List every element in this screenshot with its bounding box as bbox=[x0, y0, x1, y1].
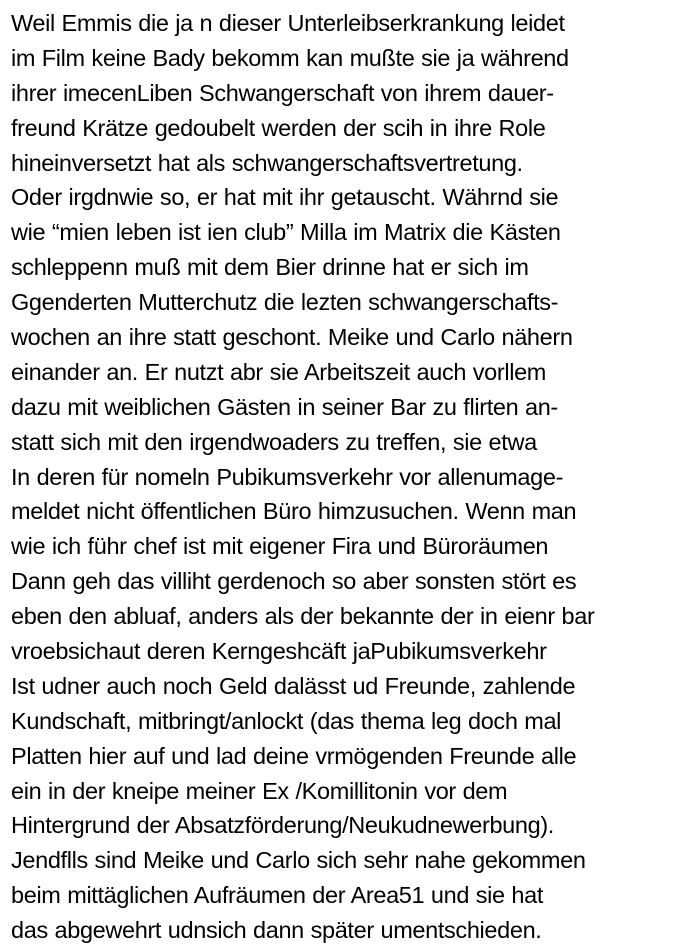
text-line: eben den abluaf, anders als der bekannte der in eienr bar bbox=[11, 603, 595, 630]
document-text bbox=[11, 6, 681, 948]
text-line: Kundschaft, mitbringt/anlockt (das thema leg doch mal bbox=[11, 707, 562, 734]
text-line: im Film keine Bady bekomm kan mußte sie ja während bbox=[11, 44, 569, 71]
text-line: Dann geh das villiht gerdenoch so aber sonsten stört es bbox=[11, 568, 577, 595]
text-line: ihrer imecenLiben Schwangerschaft von ihrem dauer- bbox=[11, 79, 554, 106]
text-line: statt sich mit den irgendwoaders zu treffen, sie etwa bbox=[11, 428, 537, 455]
text-line: wie ich führ chef ist mit eigener Fira und Büroräumen bbox=[11, 533, 549, 560]
text-line: vroebsichaut deren Kerngeshcäft jaPubikumsverkehr bbox=[11, 638, 547, 665]
text-line: das abgewehrt udnsich dann später umentschieden. bbox=[11, 917, 542, 944]
text-line: Jendflls sind Meike und Carlo sich sehr nahe gekommen bbox=[11, 847, 586, 874]
text-line: wochen an ihre statt geschont. Meike und Carlo nähern bbox=[11, 324, 573, 351]
text-line: meldet nicht öffentlichen Büro himzusuchen. Wenn man bbox=[11, 498, 577, 525]
text-line: Platten hier auf und lad deine vrmögenden Freunde alle bbox=[11, 742, 577, 769]
text-line: einander an. Er nutzt abr sie Arbeitszeit auch vorllem bbox=[11, 358, 547, 385]
text-line: Ggenderten Mutterchutz die lezten schwangerschafts- bbox=[11, 289, 559, 316]
text-line: beim mittäglichen Aufräumen der Area51 und sie hat bbox=[11, 882, 544, 909]
text-line: freund Krätze gedoubelt werden der scih in ihre Role bbox=[11, 114, 546, 141]
text-line: Ist udner auch noch Geld dalässt ud Freunde, zahlende bbox=[11, 672, 576, 699]
text-line: Weil Emmis die ja n dieser Unterleibserkrankung leidet bbox=[11, 10, 565, 36]
text-line: In deren für nomeln Pubikumsverkehr vor allenumage- bbox=[11, 463, 564, 490]
text-line: dazu mit weiblichen Gästen in seiner Bar zu flirten an- bbox=[11, 393, 558, 420]
text-line: hineinversetzt hat als schwangerschaftsvertretung. bbox=[11, 149, 523, 176]
text-line: ein in der kneipe meiner Ex /Komillitonin vor dem bbox=[11, 777, 508, 804]
text-line: Oder irgdnwie so, er hat mit ihr getauscht. Währnd sie bbox=[11, 184, 559, 211]
text-line: Hintergrund der Absatzförderung/Neukudnewerbung). bbox=[11, 812, 554, 839]
text-line: schleppenn muß mit dem Bier drinne hat er sich im bbox=[11, 254, 529, 281]
text-line: wie “mien leben ist ien club” Milla im Matrix die Kästen bbox=[11, 219, 561, 246]
